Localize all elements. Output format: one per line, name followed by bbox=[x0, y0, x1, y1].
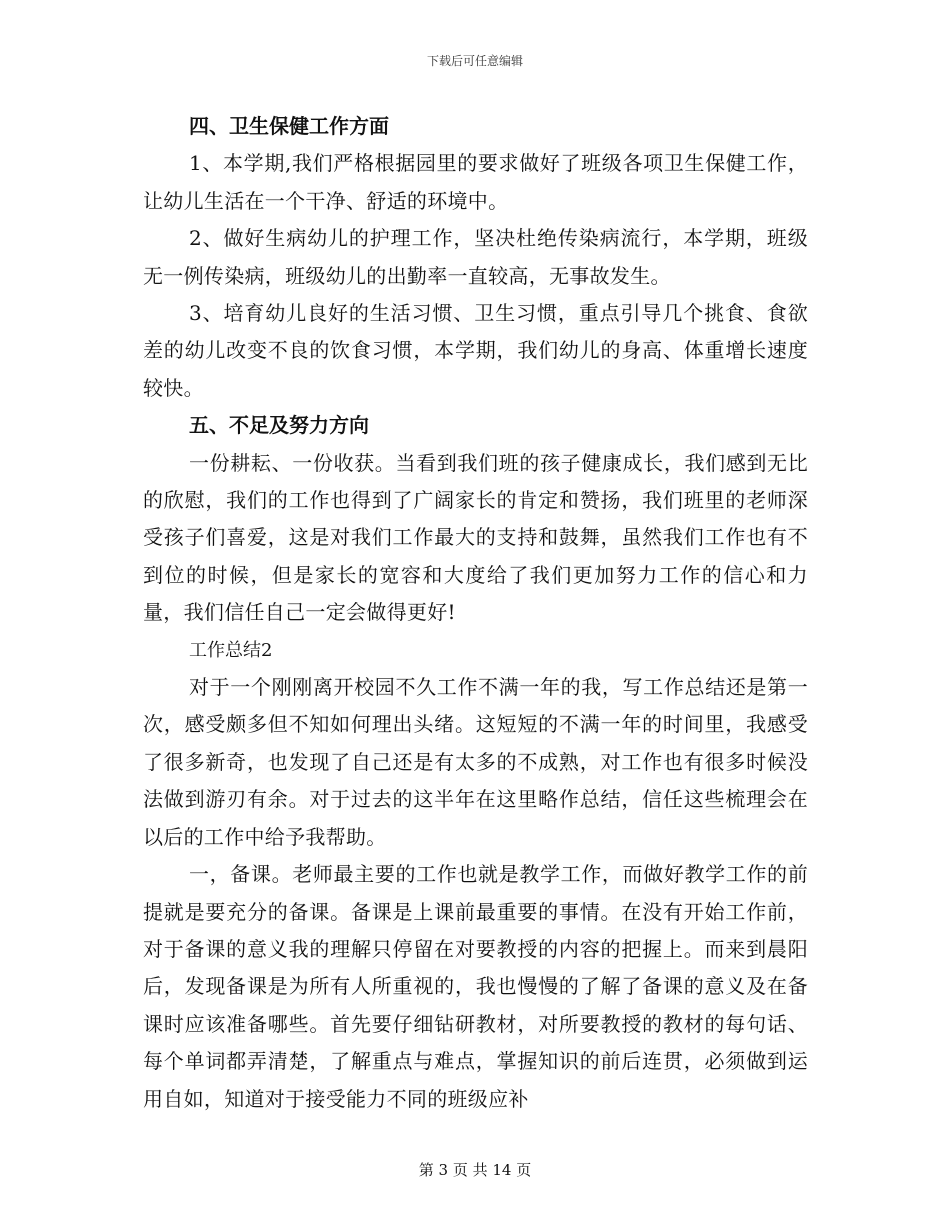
paragraph: 对于一个刚刚离开校园不久工作不满一年的我，写工作总结还是第一次，感受颇多但不知如何理出头绪。这短短的不满一年的时间里，我感受了很多新奇，也发现了自己还是有太多的不成熟，对工作也有很多时候没法做到游刃有余。对于过去的这半年在这里略作总结，信任这些梳理会在以后的工作中给予我帮助。 bbox=[143, 675, 808, 849]
paragraph: 2、做好生病幼儿的护理工作，坚决杜绝传染病流行，本学期，班级无一例传染病，班级幼儿的出勤率一直较高，无事故发生。 bbox=[143, 226, 808, 288]
summary-subtitle: 工作总结2 bbox=[189, 639, 273, 661]
paragraph: 3、培育幼儿良好的生活习惯、卫生习惯，重点引导几个挑食、食欲差的幼儿改变不良的饮食习惯，本学期，我们幼儿的身高、体重增长速度较快。 bbox=[143, 301, 808, 400]
paragraph: 一，备课。老师最主要的工作也就是教学工作，而做好教学工作的前提就是要充分的备课。备课是上课前最重要的事情。在没有开始工作前，对于备课的意义我的理解只停留在对要教授的内容的把握上。而来到晨阳后，发现备课是为所有人所重视的，我也慢慢的了解了备课的意义及在备课时应该准备哪些。首先要仔细钻研教材，对所要教授的教材的每句话、每个单词都弄清楚，了解重点与难点，掌握知识的前后连贯，必须做到运用自如，知道对于接受能力不同的班级应补 bbox=[143, 862, 808, 1111]
page-number-footer: 第 3 页 共 14 页 bbox=[418, 1161, 532, 1179]
document-body bbox=[143, 108, 808, 1118]
section-heading-hygiene: 四、卫生保健工作方面 bbox=[189, 114, 389, 138]
paragraph: 1、本学期,我们严格根据园里的要求做好了班级各项卫生保健工作，让幼儿生活在一个干净、舒适的环境中。 bbox=[143, 151, 808, 213]
paragraph: 一份耕耘、一份收获。当看到我们班的孩子健康成长，我们感到无比的欣慰，我们的工作也得到了广阔家长的肯定和赞扬，我们班里的老师深受孩子们喜爱，这是对我们工作最大的支持和鼓舞，虽然我们工作也有不到位的时候，但是家长的宽容和大度给了我们更加努力工作的信心和力量，我们信任自己一定会做得更好! bbox=[143, 450, 808, 625]
section-heading-shortcomings: 五、不足及努力方向 bbox=[189, 413, 369, 438]
page-header-note: 下载后可任意编辑 bbox=[426, 54, 523, 68]
